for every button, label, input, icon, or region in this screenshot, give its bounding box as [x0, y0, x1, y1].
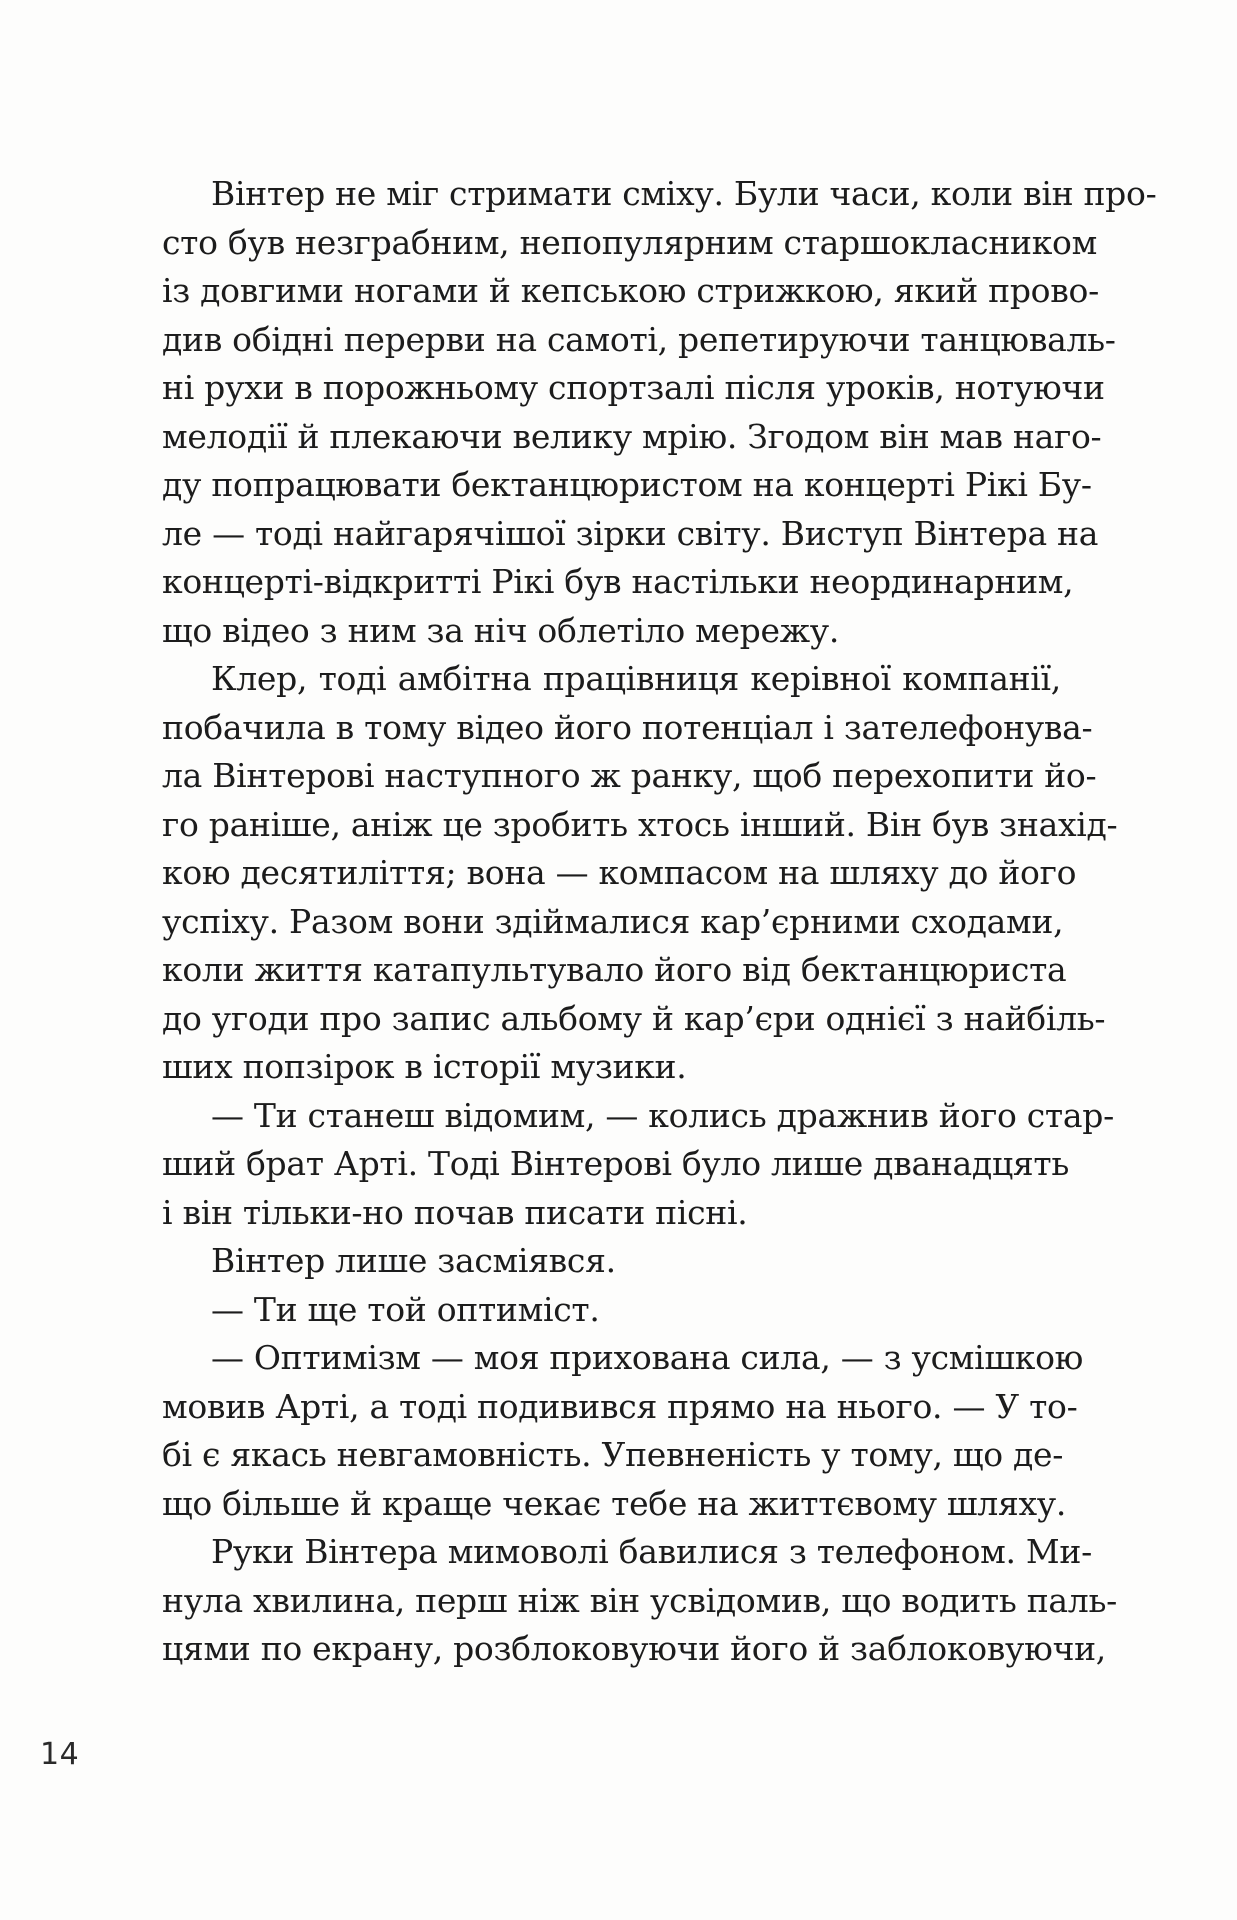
text-line: із довгими ногами й кепською стрижкою, який прово- — [162, 271, 1099, 310]
text-line: Вінтер лише засміявся. — [211, 1241, 616, 1280]
text-line: що більше й краще чекає тебе на життєвому шляху. — [162, 1483, 1067, 1523]
text-line: ду попрацювати бектанцюристом на концерті Рікі Бу- — [162, 465, 1092, 504]
text-line: коли життя катапультувало його від бектанцюриста — [162, 950, 1067, 989]
text-line: ла Вінтерові наступного ж ранку, щоб перехопити йо- — [162, 756, 1097, 795]
text-line: — Оптимізм — моя прихована сила, — з усмішкою — [211, 1338, 1084, 1377]
text-line: мовив Арті, а тоді подивився прямо на нього. — У то- — [162, 1386, 1078, 1426]
text-line: ле — тоді найгарячішої зірки світу. Виступ Вінтера на — [162, 513, 1099, 553]
text-line: мелодії й плекаючи велику мрію. Згодом він мав наго- — [162, 416, 1102, 456]
text-line: див обідні перерви на самоті, репетируючи танцюваль- — [162, 319, 1116, 359]
text-line: ший брат Арті. Тоді Вінтерові було лише дванадцять — [162, 1144, 1070, 1183]
text-line: бі є якась невгамовність. Упевненість у тому, що де- — [162, 1435, 1064, 1474]
text-line: — Ти станеш відомим, — колись дражнив його стар- — [211, 1095, 1114, 1135]
text-line: Руки Вінтера мимоволі бавилися з телефоном. Ми- — [211, 1532, 1092, 1571]
text-line: цями по екрану, розблоковуючи його й заблоковуючи, — [162, 1629, 1106, 1668]
text-line: ні рухи в порожньому спортзалі після уроків, нотуючи — [162, 368, 1105, 407]
page-body-text — [162, 170, 1157, 1674]
text-line: що відео з ним за ніч облетіло мережу. — [162, 610, 840, 650]
page-number: 14 — [40, 1737, 80, 1772]
text-line: — Ти ще той оптиміст. — [211, 1289, 600, 1329]
text-line: ших попзірок в історії музики. — [162, 1047, 687, 1086]
text-line: нула хвилина, перш ніж він усвідомив, що водить паль- — [162, 1580, 1117, 1620]
text-line: сто був незграбним, непопулярним старшокласником — [162, 222, 1097, 262]
text-line: успіху. Разом вони здіймалися кар’єрними сходами, — [162, 901, 1064, 941]
text-line: Вінтер не міг стримати сміху. Були часи, коли він про- — [211, 174, 1157, 213]
text-line: концерті-відкритті Рікі був настільки неординарним, — [162, 562, 1074, 601]
text-line: Клер, тоді амбітна працівниця керівної компанії, — [211, 659, 1061, 698]
text-line: до угоди про запис альбому й кар’єри однієї з найбіль- — [162, 998, 1106, 1038]
text-line: і він тільки-но почав писати пісні. — [162, 1192, 748, 1232]
text-line: кою десятиліття; вона — компасом на шляху до його — [162, 853, 1077, 892]
text-line: го раніше, аніж це зробить хтось інший. Він був знахід- — [162, 804, 1118, 844]
text-line: побачила в тому відео його потенціал і зателефонува- — [162, 707, 1093, 747]
